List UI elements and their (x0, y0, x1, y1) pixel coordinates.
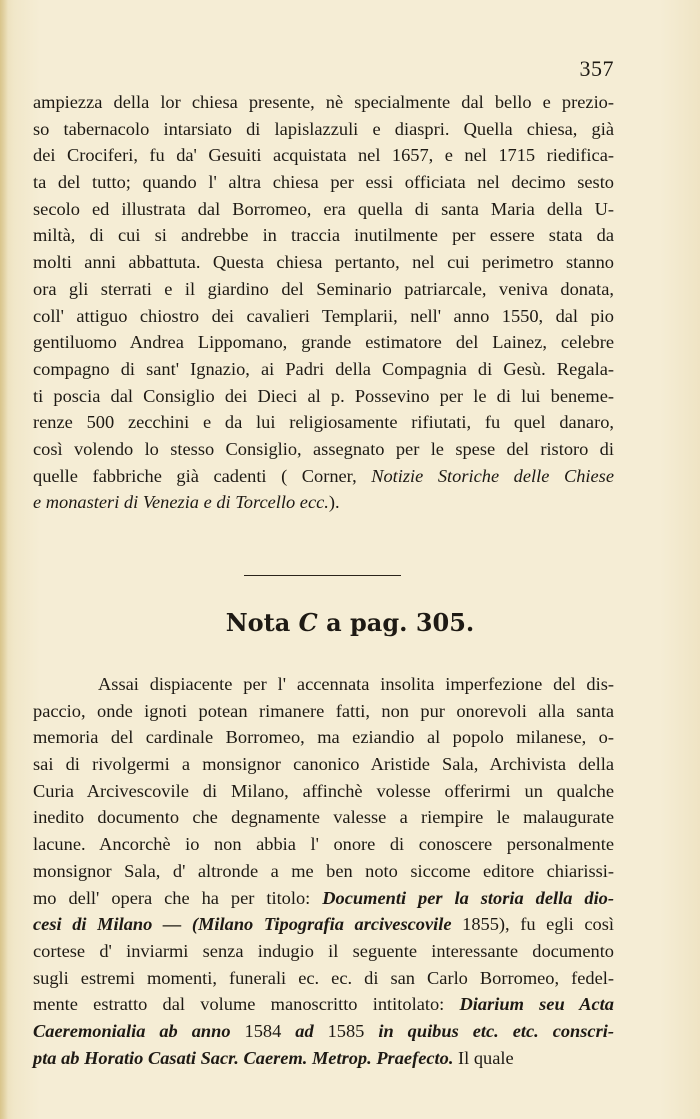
text-line: compagno di sant' Ignazio, ai Padri della Compagnia di Gesù. Regala- (33, 358, 614, 379)
text-line: paccio, onde ignoti potean rimanere fatti, non pur onorevoli alla santa (33, 700, 614, 721)
text-line: so tabernacolo intarsiato di lapislazzuli e diaspri. Quella chiesa, già (33, 118, 614, 139)
note-heading-suffix: a pag. 305. (317, 608, 475, 637)
text-line: ora gli sterrati e il giardino del Seminario patriarcale, veniva donata, (33, 278, 614, 299)
publisher: Milano Tipografia arcivescovile (198, 914, 452, 935)
text-line: memoria del cardinale Borromeo, ma eziandio al popolo milanese, o- (33, 727, 614, 748)
note-heading (0, 608, 700, 637)
text-line (33, 991, 614, 1018)
text-line: ampiezza della lor chiesa presente, nè specialmente dal bello e prezio- (33, 92, 614, 112)
text-line: ti poscia dal Consiglio dei Dieci al p. Possevino per le di lui beneme- (33, 385, 614, 406)
text-line: gentiluomo Andrea Lippomano, grande estimatore del Lainez, celebre (33, 332, 614, 353)
line-text: 1855), fu egli così (451, 914, 614, 935)
text-line: renze 500 zecchini e da lui religiosamente rifiutati, fu quel danaro, (33, 412, 614, 433)
text-line: miltà, di cui si andrebbe in traccia inutilmente per essere stata da (33, 225, 614, 246)
book-title-cont: cesi di Milano — ( (33, 914, 199, 935)
paragraph-continuation (33, 89, 614, 516)
text-line: ta del tutto; quando l' altra chiesa per essi officiata nel decimo sesto (33, 172, 614, 193)
section-divider (244, 575, 401, 576)
manuscript-title-cont: ad (295, 1020, 314, 1041)
citation-title-cont: e monasteri di Venezia e di Torcello ecc. (33, 492, 329, 513)
note-heading-letter: C (298, 608, 318, 637)
line-text: ). (328, 492, 340, 513)
text-line (33, 911, 614, 938)
year: 1584 (230, 1020, 296, 1041)
year: 1585 (313, 1020, 379, 1041)
note-heading-prefix: Nota (225, 608, 299, 637)
text-line (33, 1045, 614, 1072)
text-line: dei Crociferi, fu da' Gesuiti acquistata nel 1657, e nel 1715 riedifica- (33, 145, 614, 166)
text-line: Assai dispiacente per l' accennata insolita imperfezione del dis- (98, 674, 614, 694)
page-number: 357 (579, 56, 614, 81)
text-line: coll' attiguo chiostro dei cavalieri Templarii, nell' anno 1550, dal pio (33, 305, 614, 326)
text-line (33, 489, 614, 516)
line-text: quelle fabbriche già cadenti ( Corner, (33, 465, 372, 486)
book-title: Documenti per la storia della dio- (322, 887, 614, 908)
text-line (33, 463, 614, 490)
text-line: lacune. Ancorchè io non abbia l' onore di conoscere personalmente (33, 834, 614, 855)
text-line: inedito documento che degnamente valesse a riempire le malaugurate (33, 807, 614, 828)
text-line: sugli estremi momenti, funerali ec. ec. di san Carlo Borromeo, fedel- (33, 967, 614, 988)
text-line (33, 1018, 614, 1045)
citation-title: Notizie Storiche delle Chiese (371, 465, 614, 486)
line-text: Il quale (453, 1047, 514, 1068)
text-line: così volendo lo stesso Consiglio, assegnato per le spese del ristoro di (33, 438, 614, 459)
manuscript-title-cont: in quibus etc. etc. conscri- (378, 1020, 614, 1041)
page-edge-stain (0, 0, 8, 1119)
text-line: sai di rivolgermi a monsignor canonico Aristide Sala, Archivista della (33, 754, 614, 775)
text-line (33, 885, 614, 912)
manuscript-title-cont: Caeremonialia ab anno (33, 1020, 231, 1041)
text-line: secolo ed illustrata dal Borromeo, era quella di santa Maria della U- (33, 198, 614, 219)
line-text: mente estratto dal volume manoscritto intitolato: (33, 994, 460, 1015)
manuscript-title-cont: pta ab Horatio Casati Sacr. Caerem. Metrop. Praefecto. (33, 1047, 454, 1068)
note-paragraph (33, 671, 614, 1071)
line-text: mo dell' opera che ha per titolo: (33, 887, 323, 908)
manuscript-title: Diarium seu Acta (459, 994, 614, 1015)
text-line: monsignor Sala, d' altronde a me ben noto siccome editore chiarissi- (33, 860, 614, 881)
text-line: molti anni abbattuta. Questa chiesa pertanto, nel cui perimetro stanno (33, 252, 614, 273)
text-line: cortese d' inviarmi senza indugio il seguente interessante documento (33, 940, 614, 961)
text-line: Curia Arcivescovile di Milano, affinchè volesse offerirmi un qualche (33, 780, 614, 801)
